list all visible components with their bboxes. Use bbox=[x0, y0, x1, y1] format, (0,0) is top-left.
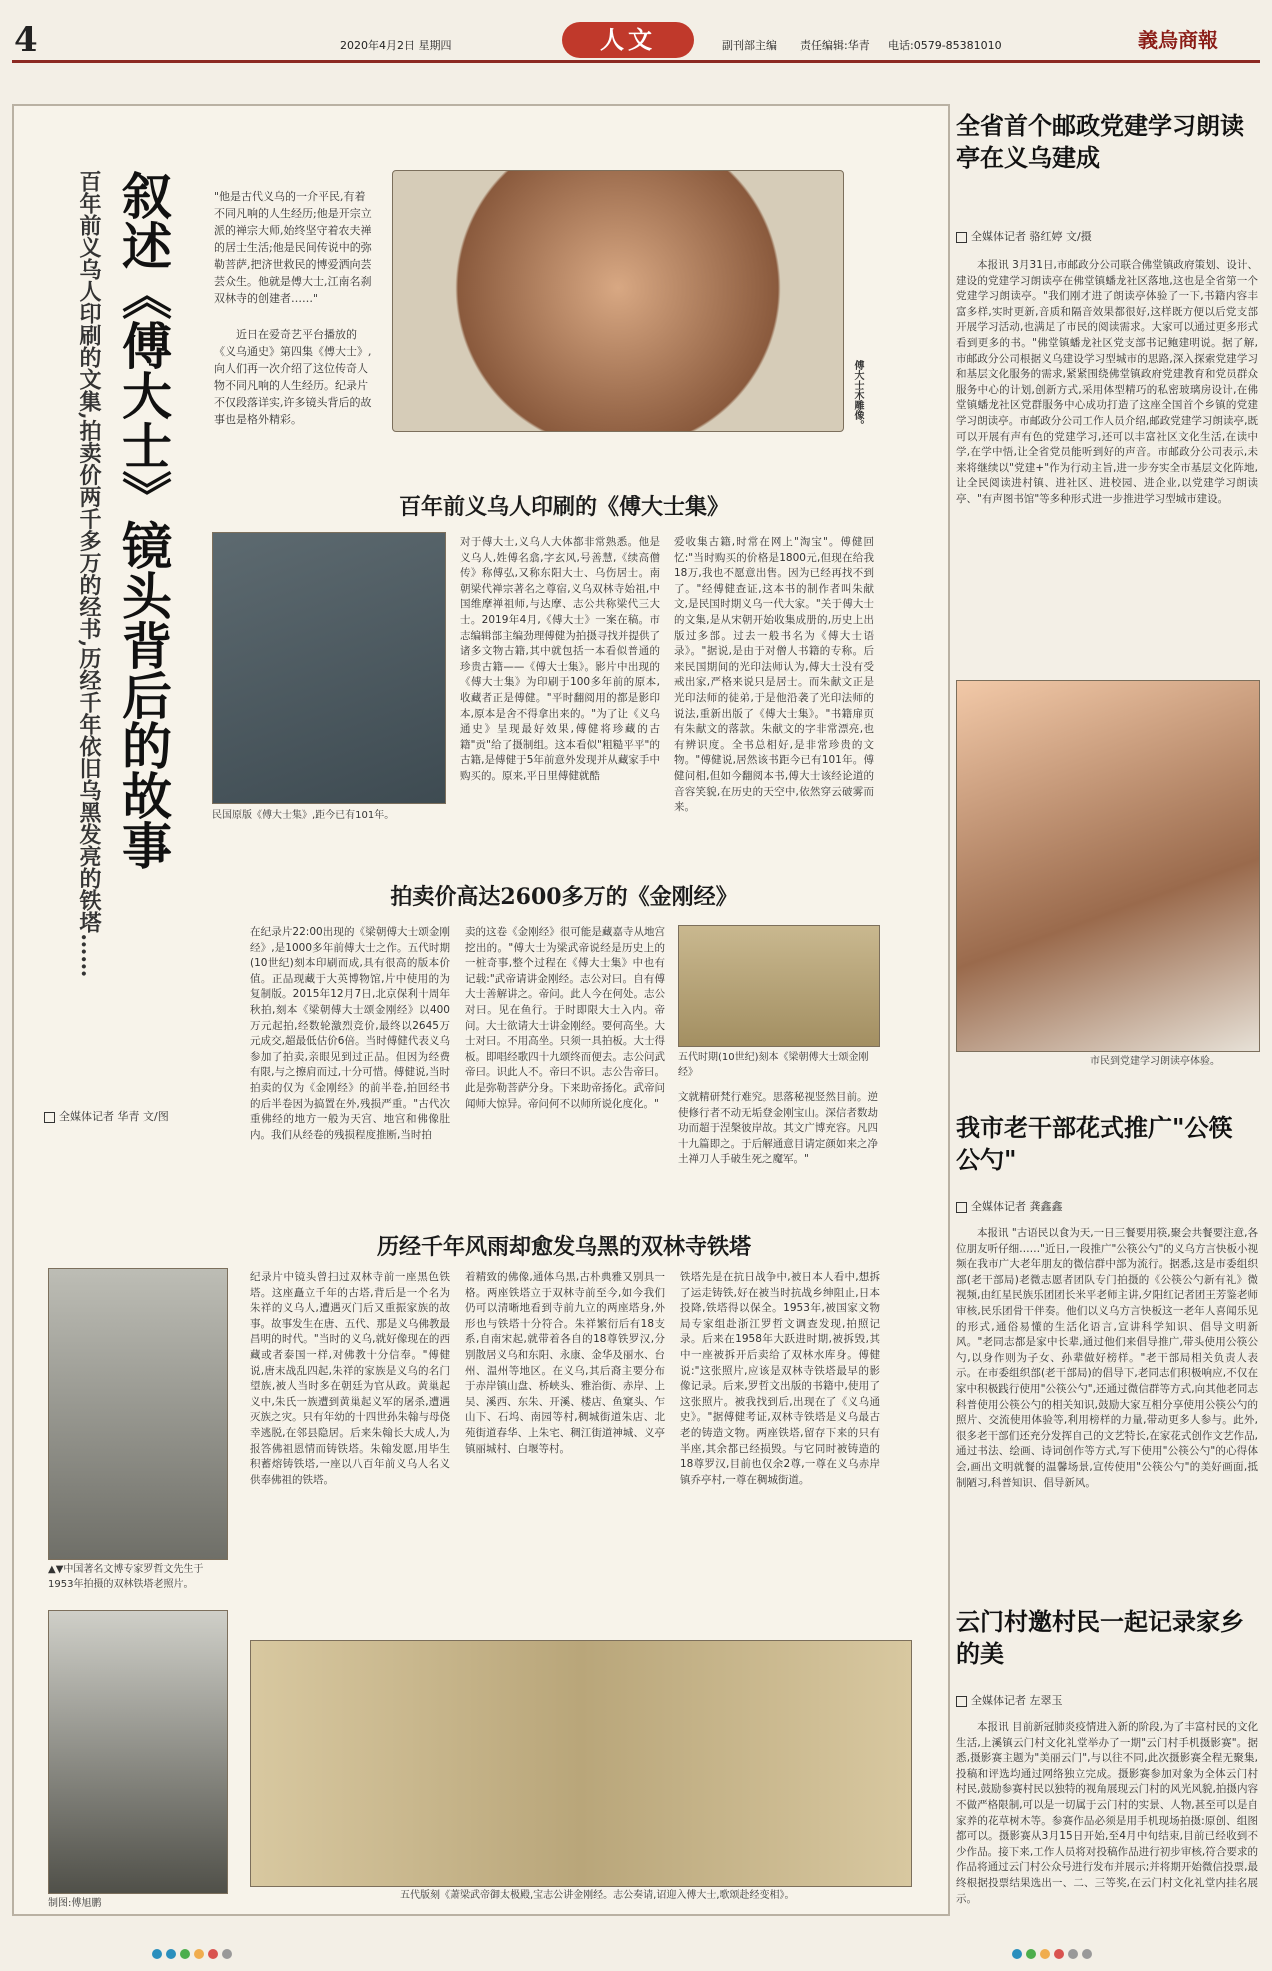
article2-byline: 全媒体记者 龚鑫鑫 bbox=[956, 1198, 1063, 1214]
article2-body: 本报讯 "古语民以食为天,一日三餐要用筷,聚会共餐要注意,各位朋友听仔细……"近日,一段推广"公筷公勺"的义乌方言快板小视频在我市广大老年朋友的微信群中部为流行。据悉,这是市委组织部(老干部局)老微志愿者团队专门拍摄的《公筷公勺新有礼》微视频,由红星民族乐团团长米平老师主讲,夕阳红记者团王芳鉴老师审核,民乐团骨干伴奏。他们以义乌方言快板这一老年人喜闻乐见的形式,通俗易懂的生活化语言,宣讲科学知识、倡导文明新风。"老同志都是家中长辈,通过他们来倡导推广,带头使用公筷公勺,以身作则为子女、孙辈做好榜样。"老干部局相关负责人表示。在市委组织部(老干部局)的倡导下,老同志们积极响应,不仅在家中积极践行使用"公筷公勺",还通过微信群等方式,向其他老同志科普使用公筷公勺的相关知识,鼓励大家互相分享使用公筷公勺的照片、交流使用体验等,利用榜样的力量,带动更多人参与。此外,很多老干部们还充分发挥自己的文艺特长,在家花式创作文艺作品,通过书法、绘画、诗词创作等方式,写下使用"公筷公勺"的心得体会,画出文明就餐的温馨场景,宣传使用"公筷公勺"的美好画面,抵制陋习,科普知识、倡导新风。 bbox=[956, 1227, 1258, 1489]
section2-col2: 卖的这卷《金刚经》很可能是藏嘉寺从地宫挖出的。"傅大士为梁武帝说经是历史上的一桩奇事,整个过程在《傅大士集》中也有记载:"武帝请讲金刚经。志公对曰。自有傅大士善解讲之。帝问。此人今在何处。志公对曰。见在鱼行。于时即限大士入内。帝问。大士欲请大士讲金刚经。要何高坐。大士对曰。不用高坐。只须一具拍板。大士得板。即唱经歌四十九颂终而便去。志公问武帝曰。识此人不。帝曰不识。志公告帝曰。此是弥勒菩萨分身。下来助帝扬化。武帝问闻师大惊异。帝问何不以师所说化度化。" bbox=[465, 926, 665, 1110]
section3-col3: 铁塔先是在抗日战争中,被日本人看中,想拆了运走铸铁,好在被当时抗战乡绅阻止,日本投降,铁塔得以保全。1953年,被国家文物局专家组赴浙江罗哲文调查发现,拍照记录。后来在1958年大跃进时期,被拆毁,其中一座被拆开后卖给了双林水库身。傅健说:"这张照片,应该是双林寺铁塔最早的影像记录。后来,罗哲文出版的书籍中,使用了这张照片。被我找到后,出现在了《义乌通史》。"据傅健考证,双林寺铁塔是义乌最古老的铸造文物。两座铁塔,留存下来的只有半座,其余都已经损毁。与它同时被铸造的18尊罗汉,目前也仅余2尊,一尊在义乌赤岸镇乔亭村,一尊在稠城街道。 bbox=[680, 1271, 880, 1486]
sutra-photo bbox=[678, 925, 880, 1047]
tower-photo-2 bbox=[48, 1610, 228, 1894]
woodcut-scroll bbox=[250, 1640, 912, 1887]
article1-body: 本报讯 3月31日,市邮政分公司联合佛堂镇政府策划、设计、建设的党建学习朗读亭在佛堂镇蟠龙社区落地,这也是全省第一个党建学习朗读亭。"我们刚才进了朗读亭体验了一下,书籍内容丰富多样,实时更新,音质和隔音效果都很好,这样既方便以后党支部开展学习活动,也满足了市民的阅读需求。大家可以通过更多形式看到更多的书。"佛堂镇蟠龙社区党支部书记鲍建明说。据了解,市邮政分公司根据义乌建设学习型城市的思路,深入探索党建学习和基层文化服务的需求,紧紧围绕佛堂镇政府党建教育和党员群众服务中心的计划,创新方式,采用体型精巧的私密玻璃房设计,在佛堂镇蟠龙社区党群服务中心成功打造了这座全国首个乡镇的党建学习朗读亭。市邮政分公司工作人员介绍,邮政党建学习朗读亭,既可以开展有声有色的党建学习,还可以丰富社区文化生活,在读中学,在学中悟,让全省党员能听到好的声音。市邮政分公司表示,未来将继续以"党建+"作为行动主旨,进一步夯实全市基层文化阵地,让全民阅读进村镇、进社区、进校园、进企业,以党建学习朗读亭、"有声图书馆"等多种形式进一步推进学习型城市建设。 bbox=[956, 259, 1258, 505]
intro-quote: "他是古代义乌的一介平民,有着不同凡响的人生经历;他是开宗立派的禅宗大师,始终坚守着农夫禅的居士生活;他是民间传说中的弥勒菩萨,把济世救民的博爱洒向芸芸众生。他就是傅大士,江南名刹双林寺的创建者……" bbox=[214, 190, 372, 305]
tower-photo-1 bbox=[48, 1268, 228, 1560]
article1-title: 全省首个邮政党建学习朗读亭在义乌建成 bbox=[956, 111, 1244, 172]
section1-col1: 对于傅大士,义乌人大体都非常熟悉。他是义乌人,姓傅名翕,字玄风,号善慧,《续高僧传》称傅弘,又称东阳大士、乌伤居士。南朝梁代禅宗著名之尊宿,义乌双林寺始祖,中国维摩禅祖师,与达摩、志公共称梁代三大士。2019年4月,《傅大士》一案在稿。市志编辑部主编劲理傅健为拍摄寻找并提供了诸多文物古籍,其中就包括一本看似普通的珍贵古籍——《傅大士集》。影片中出现的《傅大士集》为印刷于100多年前的原本,收藏者正是傅健。"平时翻阅用的都是影印本,原本是舍不得拿出来的。"为了让《义乌通史》呈现最好效果,傅健将珍藏的古籍"贡"给了摄制组。这本看似"粗糙平平"的古籍,是傅健于5年前意外发现并从藏家手中购买的。原来,平日里傅健就酷 bbox=[460, 536, 660, 782]
section1-col2: 爱收集古籍,时常在网上"淘宝"。傅健回忆:"当时购买的价格是1800元,但现在给我18万,我也不愿意出售。因为已经再找不到了。"经傅健查证,这本书的制作者叫朱献文,是民国时期义乌一代大家。"关于傅大士的文集,是从宋朝开始收集成册的,历史上出版过多部。过去一般书名为《傅大士语录》。"据说,是由于对僧人书籍的专称。后来民国期间的光印法师认为,傅大士没有受戒出家,严格来说只是居士。而朱献文正是光印法师的徒弟,于是他沿袭了光印法师的说法,重新出版了《傅大士集》。"书籍扉页有朱献文的落款。朱献文的字非常漂亮,也有辨识度。全书总相好,是非常珍贵的文物。"傅健说,居然该书距今已有101年。傅健问相,但如今翻阅本书,傅大士该经论道的音容笑貌,在历史的天空中,依然穿云破雾而来。 bbox=[674, 536, 874, 814]
page-number: 4 bbox=[14, 20, 38, 60]
section3-col1: 纪录片中镜头曾扫过双林寺前一座黑色铁塔。这座矗立千年的古塔,背后是一个名为朱祥的义乌人,遭遇灭门后又重振家族的故事。故事发生在唐、五代、那是义乌佛教最昌明的时代。"当时的义乌,就好像现在的西藏或者泰国一样,对佛教十分信奉。"傅健说,唐末战乱四起,朱祥的家族是义乌的名门望族,被人当时多在朝廷为官从政。黄巢起义中,朱氏一族遭到黄巢起义军的屠杀,遭遇灭族之灾。只有年幼的十四世孙朱翰与母侥幸逃脱,在邻县隐居。后来朱翰长大成人,为报答佛祖恩情而铸铁塔。朱翰发愿,用毕生积蓄熔铸铁塔,一座以八百年前义乌人名义供奉佛祖的铁塔。 bbox=[250, 1271, 450, 1486]
duty-editor: 责任编辑:华青 bbox=[800, 39, 870, 52]
article3-byline: 全媒体记者 左翠玉 bbox=[956, 1692, 1063, 1708]
feature-byline: 全媒体记者 华青 文/图 bbox=[44, 1108, 169, 1124]
section2-heading: 拍卖价高达2600多万的《金刚经》 bbox=[390, 884, 738, 910]
tower-caption: ▲▼中国著名文博专家罗哲文先生于1953年拍摄的双林铁塔老照片。 bbox=[48, 1564, 204, 1590]
header-rule bbox=[12, 60, 1260, 63]
phone-number: 电话:0579-85381010 bbox=[888, 39, 1002, 52]
sutra-caption: 五代时期(10世纪)刻本《梁朝傅大士颂金刚经》 bbox=[678, 1052, 869, 1078]
section3-col2: 着精致的佛像,通体乌黑,古朴典雅又别具一格。两座铁塔立于双林寺前至今,如今我们仍可以清晰地看到寺前九立的两座塔身,外形也与铁塔十分符合。朱祥繁衍后有18支系,自南宋起,就带着各自的18尊铁罗汉,分别散居义乌和东阳、永康、金华及丽水、台州、温州等地区。在义乌,其后裔主要分布于赤岸镇山盘、桥峡头、雅治街、赤岸、上吴、溪西、东朱、开溪、楼店、鱼窠头、乍山下、石坞、南园等村,稠城街道朱店、北苑街道春华、上朱宅、稠江街道神城、义亭镇丽城村、白堰等村。 bbox=[465, 1271, 665, 1455]
book-photo bbox=[212, 532, 446, 804]
paper-name: 義烏商報 bbox=[1138, 28, 1218, 52]
section2-col3: 文就精研梵行难究。思落秘视竖然目前。逆使修行者不动无垢登金刚宝山。深信者数劫功而超于涅槃彼岸故。其文广博充容。凡四十九篇即之。于后解通意目请定颜如来之净土禅刀人手破生死之魔军。" bbox=[678, 1091, 878, 1166]
article3-title: 云门村邀村民一起记录家乡的美 bbox=[956, 1607, 1244, 1668]
book-caption: 民国原版《傅大士集》,距今已有101年。 bbox=[212, 810, 395, 821]
editor-credit: 副刊部主编 bbox=[722, 39, 777, 52]
article1-caption: 市民到党建学习朗读亭体验。 bbox=[1090, 1056, 1220, 1067]
section2-col1: 在纪录片22:00出现的《梁朝傅大士颂金刚经》,是1000多年前傅大士之作。五代时期(10世纪)刻本印刷而成,具有很高的版本价值。正品现藏于大英博物馆,片中使用的为复制版。2015年12月7日,北京保利十周年秋拍,刻本《梁朝傅大士颂金刚经》以400万元起拍,经数轮激烈竞价,最终以2645万元成交,超最低估价6倍。当时傅健代表义乌参加了拍卖,亲眼见到过正品。但因为经费有限,与之擦肩而过,十分可惜。傅健说,当时拍卖的仅为《金刚经》的前半卷,拍回经书的后半卷因为搞置在外,残损严重。"古代次重佛经的地方一般为天宫、地宫和佛像肚内。我们从经卷的残损程度推断,当时拍 bbox=[250, 926, 450, 1141]
footer-dots-left bbox=[150, 1944, 234, 1963]
feature-deck: 百年前义乌人印刷的文集,拍卖价两千多万的经书,历经千年依旧乌黑发亮的铁塔…… bbox=[76, 170, 102, 978]
article3-body: 本报讯 目前新冠肺炎疫情进入新的阶段,为了丰富村民的文化生活,上溪镇云门村文化礼堂举办了一期"云门村手机摄影赛"。据悉,摄影赛主题为"美丽云门",与以往不同,此次摄影赛全程无聚集,投稿和评选均通过网络独立完成。摄影赛参加对象为全体云门村村民,鼓励参赛村民以独特的视角展现云门村的风光风貌,拍摄内容不做严格限制,可以是一切属于云门村的实景、人物,甚至可以是自家养的花草树木等。参赛作品必须是用手机现场拍摄:原创、组图都可以。摄影赛从3月15日开始,至4月中旬结束,目前已经收到不少作品。接下来,工作人员将对投稿作品进行初步审核,符合要求的作品将通过云门村公众号进行发布并展示;并将期开始微信投票,最终根据投票结果选出一、二、三等奖,在云门村文化礼堂内挂名展示。 bbox=[956, 1721, 1258, 1905]
section1-heading: 百年前义乌人印刷的《傅大士集》 bbox=[398, 494, 729, 520]
feature-title: 叙述《傅大士》镜头背后的故事 bbox=[114, 170, 173, 870]
article2-title: 我市老干部花式推广"公筷公勺" bbox=[956, 1113, 1233, 1174]
statue-photo bbox=[392, 170, 844, 432]
statue-caption: 傅大士木雕像。 bbox=[852, 360, 863, 430]
reading-booth-photo bbox=[956, 680, 1260, 1052]
issue-date: 2020年4月2日 星期四 bbox=[340, 39, 452, 52]
article1-byline: 全媒体记者 骆红婷 文/摄 bbox=[956, 228, 1092, 244]
section3-heading: 历经千年风雨却愈发乌黑的双林寺铁塔 bbox=[376, 1234, 751, 1260]
image-credit: 制图:傅旭鹏 bbox=[48, 1898, 102, 1909]
intro-text: 近日在爱奇艺平台播放的《义乌通史》第四集《傅大士》,向人们再一次介绍了这位传奇人物不同凡响的人生经历。纪录片不仅段落详实,许多镜头背后的故事也是格外精彩。 bbox=[214, 328, 372, 426]
section-badge: 人文 bbox=[562, 22, 694, 58]
woodcut-caption: 五代版刻《萧梁武帝御太极殿,宝志公讲金刚经。志公奏请,诏迎入傅大士,歌颂赴经变相》。 bbox=[400, 1890, 795, 1901]
footer-dots-right bbox=[1010, 1944, 1094, 1963]
